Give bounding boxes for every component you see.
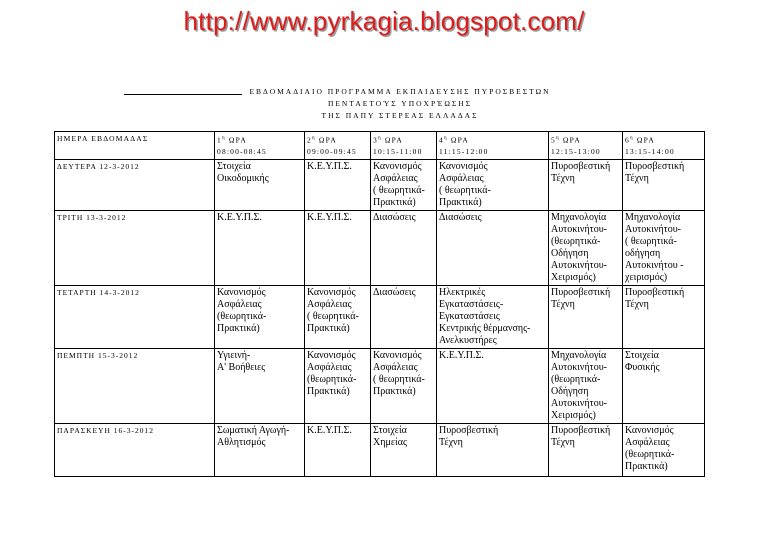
subject-cell: Κ.Ε.Υ.Π.Σ. <box>305 424 371 477</box>
subject-cell: Πυροσβεστική Τέχνη <box>437 424 549 477</box>
subject-cell: Μηχανολογία Αυτοκινήτου- (θεωρητικά- Οδήγηση Αυτοκινήτου- Χειρισμός) <box>549 211 623 286</box>
hour-suffix: η <box>443 136 448 141</box>
table-row <box>55 349 705 424</box>
day-cell: ΤΡΙΤΗ 13-3-2012 <box>55 211 215 286</box>
subject-cell: Κανονισμός Ασφάλειας ( θεωρητικά- Πρακτικά) <box>437 160 549 211</box>
subject-cell: Ηλεκτρικές Εγκαταστάσεις- Εγκαταστάσεις Κεντρικής θέρμανσης- Ανελκυστήρες <box>437 286 549 349</box>
day-cell: ΠΑΡΑΣΚΕΥΗ 16-3-2012 <box>55 424 215 477</box>
hour-column-header <box>305 132 371 160</box>
hour-time: 10:15-11:00 <box>373 146 423 156</box>
subject-cell: Κανονισμός Ασφάλειας (θεωρητικά- Πρακτικά) <box>623 424 705 477</box>
hour-number: 5 <box>551 135 556 145</box>
table-row <box>55 211 705 286</box>
subject-cell: Κανονισμός Ασφάλειας ( θεωρητικά- Πρακτικά) <box>305 286 371 349</box>
hour-time: 08:00-08:45 <box>217 146 267 156</box>
hour-time: 11:15-12:00 <box>439 146 489 156</box>
hour-time: 09:00-09:45 <box>307 146 357 156</box>
subject-cell: Διασώσεις <box>371 286 437 349</box>
hour-number: 3 <box>373 135 378 145</box>
hour-label: ΩΡΑ <box>636 135 655 145</box>
subject-cell: Διασώσεις <box>437 211 549 286</box>
hour-label: ΩΡΑ <box>450 135 469 145</box>
hour-suffix: η <box>311 136 316 141</box>
hour-suffix: η <box>555 136 560 141</box>
table-header-row <box>55 132 705 160</box>
subject-cell: Κανονισμός Ασφάλειας ( θεωρητικά- Πρακτικά) <box>371 160 437 211</box>
hour-column-header <box>437 132 549 160</box>
hour-label: ΩΡΑ <box>318 135 337 145</box>
hour-number: 1 <box>217 135 222 145</box>
subject-cell: Πυροσβεστική Τέχνη <box>549 160 623 211</box>
hour-number: 6 <box>625 135 630 145</box>
subject-cell: Κ.Ε.Υ.Π.Σ. <box>437 349 549 424</box>
hour-suffix: η <box>377 136 382 141</box>
hour-column-header <box>549 132 623 160</box>
subject-cell: Στοιχεία Οικοδομικής <box>215 160 305 211</box>
subject-cell: Πυροσβεστική Τέχνη <box>623 286 705 349</box>
subject-cell: Κ.Ε.Υ.Π.Σ. <box>215 211 305 286</box>
hour-time: 13:15-14:00 <box>625 146 675 156</box>
document-subtitle-region: ΤΗΣ ΠΑΠΥ ΣΤΕΡΕΑΣ ΕΛΛΑΔΑΣ <box>321 111 479 120</box>
subject-cell: Κανονισμός Ασφάλειας ( θεωρητικά- Πρακτικά) <box>371 349 437 424</box>
hour-column-header <box>623 132 705 160</box>
hour-column-header <box>215 132 305 160</box>
document-subtitle: ΠΕΝΤΑΕΤΟΎΣ ΥΠΟΧΡΈΩΣΗΣ <box>327 99 473 108</box>
subject-cell: Διασώσεις <box>371 211 437 286</box>
hour-suffix: η <box>221 136 226 141</box>
subject-cell: Κ.Ε.Υ.Π.Σ. <box>305 211 371 286</box>
hour-number: 4 <box>439 135 444 145</box>
hour-number: 2 <box>307 135 312 145</box>
hour-label: ΩΡΑ <box>228 135 247 145</box>
hour-label: ΩΡΑ <box>384 135 403 145</box>
subject-cell: Σωματική Αγωγή- Αθλητισμός <box>215 424 305 477</box>
hour-time: 12:15-13:00 <box>551 146 601 156</box>
subject-cell: Μηχανολογία Αυτοκινήτου- (θεωρητικά- Οδήγηση Αυτοκινήτου- Χειρισμός) <box>549 349 623 424</box>
subject-cell: Κανονισμός Ασφάλειας (θεωρητικά- Πρακτικά) <box>215 286 305 349</box>
subject-cell: Μηχανολογία Αυτοκινήτου- ( θεωρητικά- οδήγηση Αυτοκινήτου - χειρισμός) <box>623 211 705 286</box>
subject-cell: Υγιεινή- Α' Βοήθειες <box>215 349 305 424</box>
subject-cell: Στοιχεία Χημείας <box>371 424 437 477</box>
subject-cell: Κ.Ε.Υ.Π.Σ. <box>305 160 371 211</box>
day-column-header: ΗΜΕΡΑ ΕΒΔΟΜΑΔΑΣ <box>55 132 215 160</box>
table-row <box>55 424 705 477</box>
document-title: ΕΒΔΟΜΑΔΙΑΙΟ ΠΡΟΓΡΑΜΜΑ ΕΚΠΑΙΔΕΥΣΗΣ ΠΥΡΟΣΒΕΣΤΩΝ <box>249 87 551 96</box>
weekly-schedule-table <box>54 131 705 477</box>
day-cell: ΠΕΜΠΤΗ 15-3-2012 <box>55 349 215 424</box>
subject-cell: Πυροσβεστική Τέχνη <box>549 424 623 477</box>
hour-suffix: η <box>629 136 634 141</box>
day-cell: ΤΕΤΑΡΤΗ 14-3-2012 <box>55 286 215 349</box>
subject-cell: Κανονισμός Ασφάλειας (θεωρητικά- Πρακτικά) <box>305 349 371 424</box>
subject-cell: Πυροσβεστική Τέχνη <box>549 286 623 349</box>
blog-url-banner[interactable]: http://www.pyrkagia.blogspot.com/ <box>183 6 585 36</box>
day-cell: ΔΕΥΤΕΡΑ 12-3-2012 <box>55 160 215 211</box>
hour-column-header <box>371 132 437 160</box>
table-row <box>55 286 705 349</box>
subject-cell: Πυροσβεστική Τέχνη <box>623 160 705 211</box>
subject-cell: Στοιχεία Φυσικής <box>623 349 705 424</box>
table-row <box>55 160 705 211</box>
hour-label: ΩΡΑ <box>562 135 581 145</box>
